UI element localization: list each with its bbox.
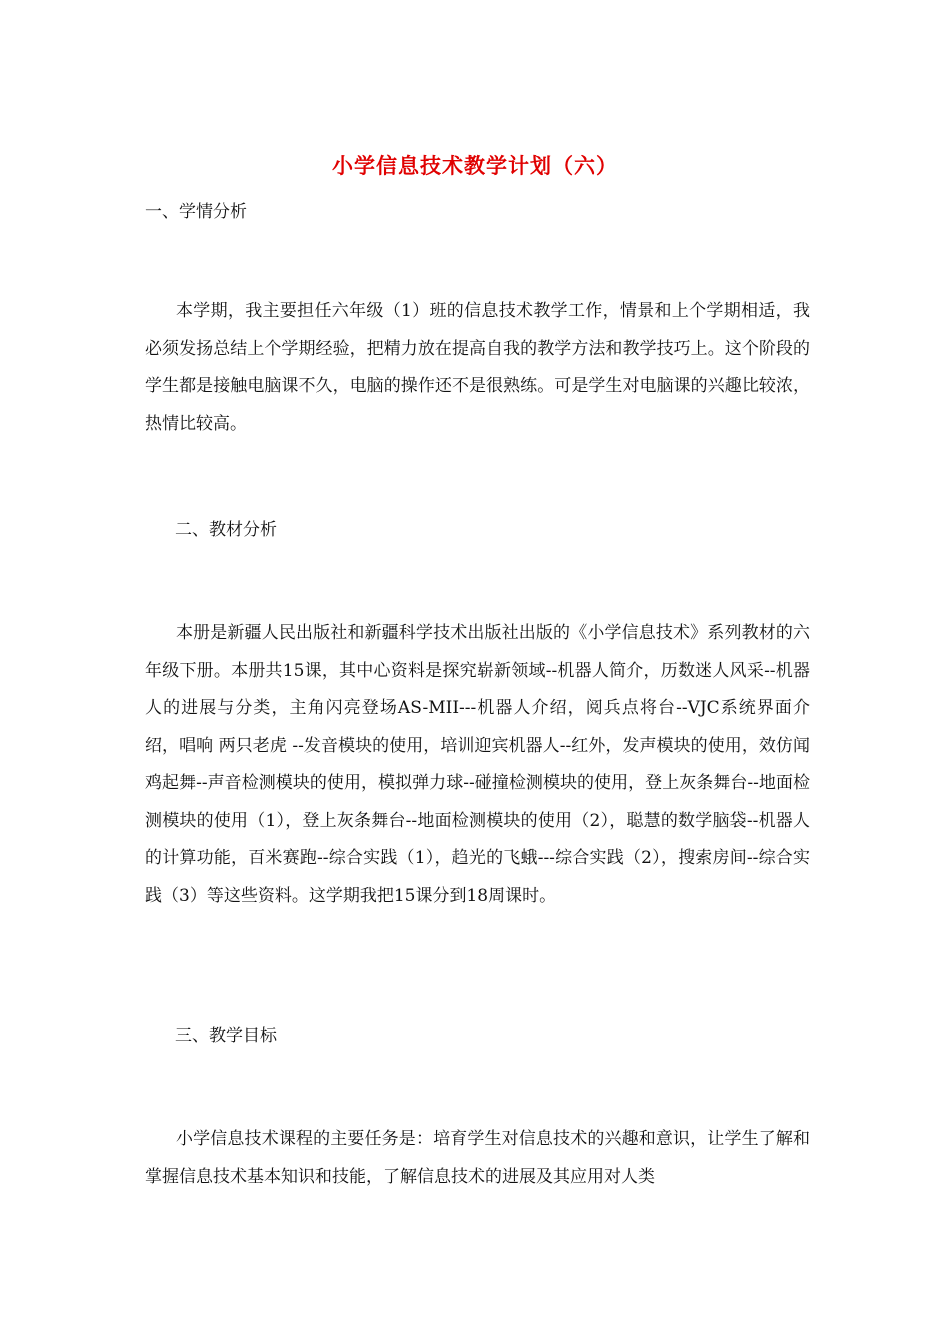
section-paragraph-teaching-goals: 小学信息技术课程的主要任务是：培育学生对信息技术的兴趣和意识，让学生了解和掌握信息技术基本知识和技能，了解信息技术的进展及其应用对人类: [145, 1129, 810, 1187]
document-title: 小学信息技术教学计划（六）: [332, 153, 618, 178]
section-heading-teaching-goals: 三、教学目标: [175, 1026, 277, 1046]
section-paragraph-learning-analysis: 本学期，我主要担任六年级（1）班的信息技术教学工作，情景和上个学期相适，我必须发扬总结上个学期经验，把精力放在提高自我的教学方法和教学技巧上。这个阶段的学生都是接触电脑课不久，电脑的操作还不是很熟练。可是学生对电脑课的兴趣比较浓，热情比较高。: [145, 301, 810, 434]
section-heading-learning-analysis: 一、学情分析: [145, 202, 247, 222]
section-paragraph-textbook-analysis: 本册是新疆人民出版社和新疆科学技术出版社出版的《小学信息技术》系列教材的六年级下册。本册共15课，其中心资料是探究崭新领域--机器人简介，历数迷人风采--机器人的进展与分类，主角闪亮登场AS-MII---机器人介绍，阅兵点将台--VJC系统界面介绍，唱响 两只老虎 --发音模块的使用，培训迎宾机器人--红外，发声模块的使用，效仿闻鸡起舞--声音检测模块的使用，模拟弹力球--碰撞检测模块的使用，登上灰条舞台--地面检测模块的使用（1），登上灰条舞台--地面检测模块的使用（2），聪慧的数学脑袋--机器人的计算功能，百米赛跑--综合实践（1），趋光的飞蛾---综合实践（2），搜索房间--综合实践（3）等这些资料。这学期我把15课分到18周课时。: [145, 623, 810, 906]
section-heading-textbook-analysis: 二、教材分析: [175, 520, 277, 540]
